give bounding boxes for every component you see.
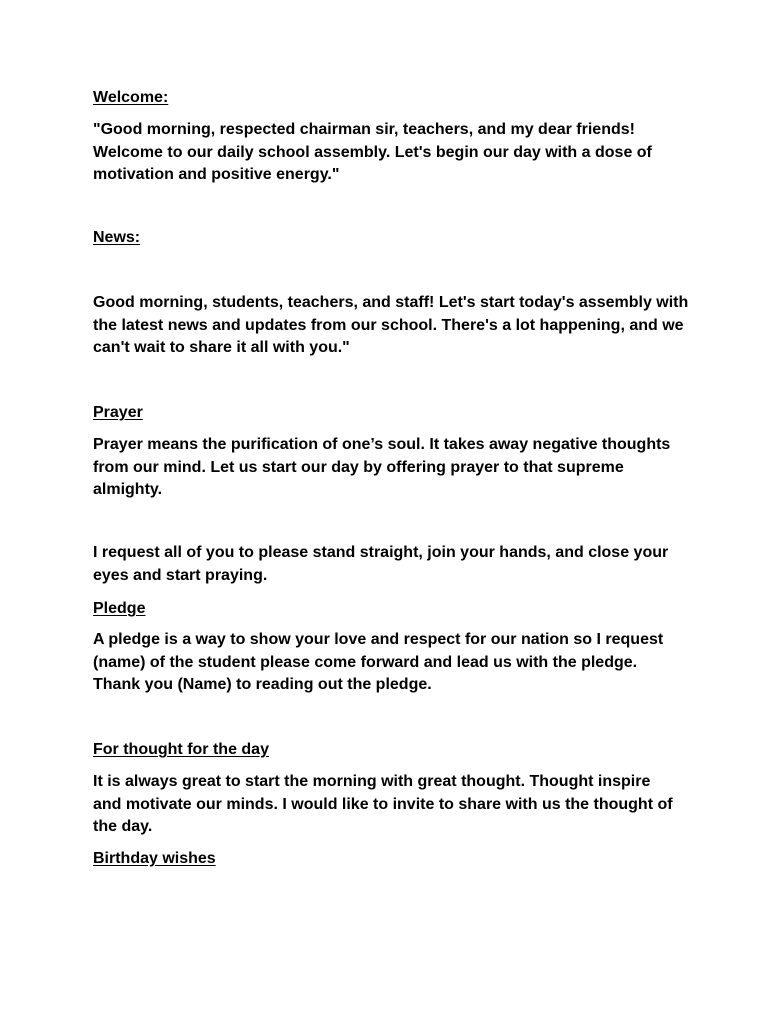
welcome-heading: Welcome: — [93, 89, 169, 106]
news-paragraph: Good morning, students, teachers, and staff! Let's start today's assembly with the latest news and updates from our school. There's a lot happening, and we can't wait to share it all with you." — [93, 294, 689, 356]
news-heading: News: — [93, 229, 141, 246]
welcome-paragraph: "Good morning, respected chairman sir, teachers, and my dear friends! Welcome to our daily school assembly. Let's begin our day with a dose of motivation and positive energy." — [93, 121, 652, 183]
thought-heading: For thought for the day — [93, 741, 269, 758]
prayer-heading: Prayer — [93, 404, 143, 421]
prayer-request-paragraph: I request all of you to please stand straight, join your hands, and close your eyes and start praying. — [93, 544, 669, 584]
prayer-paragraph: Prayer means the purification of one’s soul. It takes away negative thoughts from our mind. Let us start our day by offering prayer to that supreme almighty. — [93, 436, 671, 498]
pledge-heading: Pledge — [93, 600, 146, 617]
thought-paragraph: It is always great to start the morning with great thought. Thought inspire and motivate our minds. I would like to invite to share with us the thought of the day. — [93, 773, 673, 835]
birthday-heading: Birthday wishes — [93, 850, 216, 867]
pledge-paragraph: A pledge is a way to show your love and respect for our nation so I request (name) of the student please come forward and lead us with the pledge. Thank you (Name) to reading out the pledge. — [93, 631, 664, 693]
